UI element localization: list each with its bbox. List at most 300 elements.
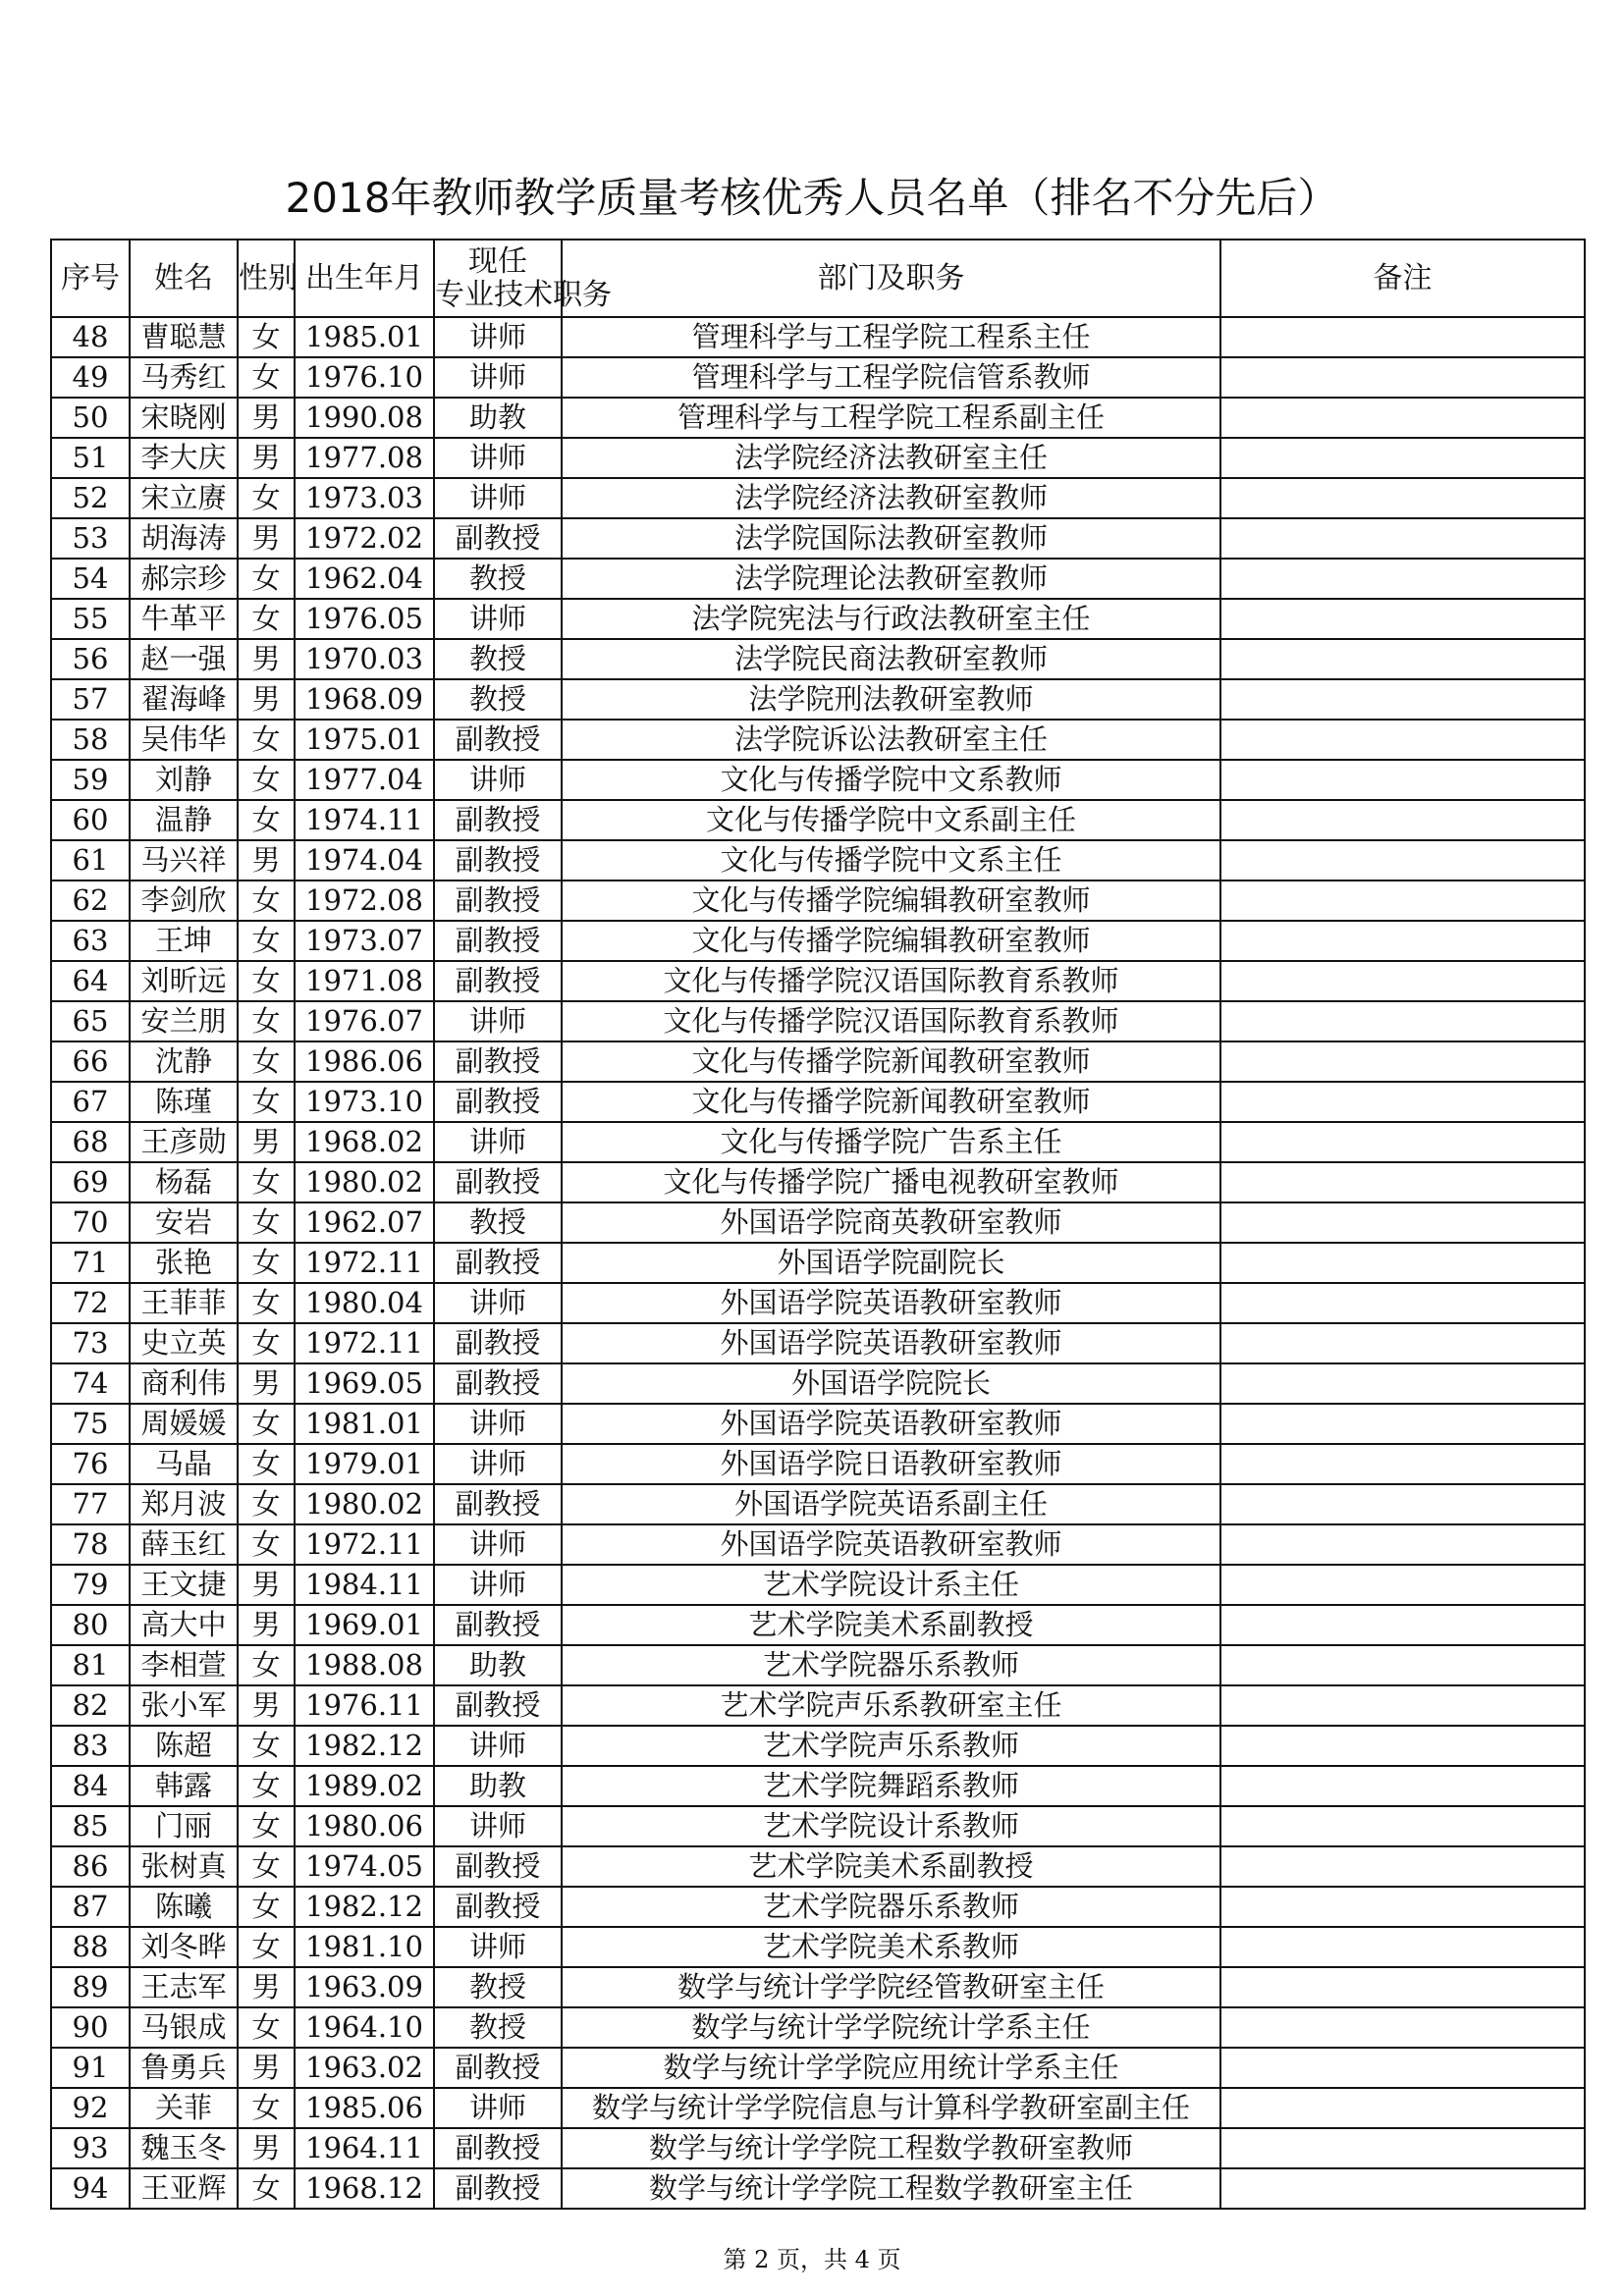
cell-sex: 女 — [238, 1323, 295, 1363]
cell-dept: 法学院理论法教研室教师 — [562, 559, 1220, 599]
cell-dept: 法学院国际法教研室教师 — [562, 518, 1220, 559]
cell-note — [1220, 599, 1585, 639]
cell-name: 商利伟 — [130, 1363, 238, 1404]
cell-title: 副教授 — [434, 1363, 562, 1404]
cell-sex: 男 — [238, 679, 295, 720]
cell-title: 副教授 — [434, 2168, 562, 2209]
cell-title: 副教授 — [434, 1685, 562, 1726]
page-number: 第 2 页，共 4 页 — [723, 2246, 901, 2273]
cell-dept: 法学院诉讼法教研室主任 — [562, 720, 1220, 760]
cell-dept: 文化与传播学院汉语国际教育系教师 — [562, 1001, 1220, 1041]
cell-note — [1220, 1041, 1585, 1082]
cell-title: 教授 — [434, 639, 562, 679]
table-row — [51, 1605, 1585, 1645]
cell-dept: 艺术学院声乐系教研室主任 — [562, 1685, 1220, 1726]
table-row — [51, 398, 1585, 438]
cell-dept: 艺术学院器乐系教师 — [562, 1645, 1220, 1685]
cell-dept: 文化与传播学院新闻教研室教师 — [562, 1041, 1220, 1082]
cell-dept: 艺术学院设计系主任 — [562, 1565, 1220, 1605]
cell-dept: 文化与传播学院中文系主任 — [562, 840, 1220, 881]
table-row — [51, 478, 1585, 518]
cell-no: 88 — [51, 1927, 130, 1967]
cell-name: 宋晓刚 — [130, 398, 238, 438]
cell-title: 副教授 — [434, 800, 562, 840]
cell-birth: 1985.01 — [295, 317, 434, 357]
cell-sex: 女 — [238, 1726, 295, 1766]
cell-no: 62 — [51, 881, 130, 921]
cell-no: 64 — [51, 961, 130, 1001]
cell-note — [1220, 840, 1585, 881]
cell-dept: 外国语学院英语教研室教师 — [562, 1404, 1220, 1444]
cell-name: 关菲 — [130, 2088, 238, 2128]
table-row — [51, 518, 1585, 559]
cell-note — [1220, 438, 1585, 478]
table-row — [51, 2048, 1585, 2088]
cell-note — [1220, 1243, 1585, 1283]
cell-name: 马秀红 — [130, 357, 238, 398]
header-dept: 部门及职务 — [562, 240, 1220, 317]
table-row — [51, 1283, 1585, 1323]
cell-note — [1220, 1323, 1585, 1363]
cell-no: 63 — [51, 921, 130, 961]
cell-birth: 1962.04 — [295, 559, 434, 599]
cell-title: 讲师 — [434, 1806, 562, 1846]
table-row — [51, 2128, 1585, 2168]
header-sex: 性别 — [238, 240, 295, 317]
cell-no: 55 — [51, 599, 130, 639]
cell-birth: 1976.11 — [295, 1685, 434, 1726]
cell-name: 李相萱 — [130, 1645, 238, 1685]
table-row — [51, 2007, 1585, 2048]
cell-dept: 数学与统计学学院信息与计算科学教研室副主任 — [562, 2088, 1220, 2128]
cell-sex: 女 — [238, 1082, 295, 1122]
cell-note — [1220, 317, 1585, 357]
header-note: 备注 — [1220, 240, 1585, 317]
cell-note — [1220, 1283, 1585, 1323]
table-row — [51, 1001, 1585, 1041]
cell-title: 助教 — [434, 398, 562, 438]
cell-title: 讲师 — [434, 1404, 562, 1444]
table-row — [51, 1967, 1585, 2007]
cell-sex: 男 — [238, 1122, 295, 1162]
cell-title: 副教授 — [434, 1323, 562, 1363]
cell-no: 92 — [51, 2088, 130, 2128]
cell-birth: 1980.04 — [295, 1283, 434, 1323]
table-row — [51, 1887, 1585, 1927]
cell-no: 60 — [51, 800, 130, 840]
cell-note — [1220, 398, 1585, 438]
cell-birth: 1980.02 — [295, 1162, 434, 1202]
cell-sex: 女 — [238, 1484, 295, 1524]
cell-note — [1220, 2007, 1585, 2048]
cell-note — [1220, 1202, 1585, 1243]
table-row — [51, 1927, 1585, 1967]
cell-birth: 1968.02 — [295, 1122, 434, 1162]
table-row — [51, 1685, 1585, 1726]
cell-sex: 女 — [238, 1001, 295, 1041]
cell-dept: 外国语学院副院长 — [562, 1243, 1220, 1283]
cell-sex: 男 — [238, 1685, 295, 1726]
cell-birth: 1986.06 — [295, 1041, 434, 1082]
cell-dept: 管理科学与工程学院信管系教师 — [562, 357, 1220, 398]
cell-title: 副教授 — [434, 921, 562, 961]
cell-note — [1220, 1565, 1585, 1605]
cell-birth: 1989.02 — [295, 1766, 434, 1806]
cell-note — [1220, 2088, 1585, 2128]
table-row — [51, 1766, 1585, 1806]
table-row — [51, 921, 1585, 961]
cell-dept: 管理科学与工程学院工程系副主任 — [562, 398, 1220, 438]
cell-sex: 男 — [238, 2128, 295, 2168]
cell-birth: 1976.10 — [295, 357, 434, 398]
cell-title: 讲师 — [434, 438, 562, 478]
cell-title: 教授 — [434, 559, 562, 599]
cell-sex: 女 — [238, 317, 295, 357]
cell-name: 魏玉冬 — [130, 2128, 238, 2168]
cell-dept: 艺术学院美术系副教授 — [562, 1846, 1220, 1887]
cell-sex: 女 — [238, 357, 295, 398]
cell-dept: 外国语学院日语教研室教师 — [562, 1444, 1220, 1484]
cell-note — [1220, 1645, 1585, 1685]
cell-birth: 1979.01 — [295, 1444, 434, 1484]
cell-note — [1220, 518, 1585, 559]
cell-no: 82 — [51, 1685, 130, 1726]
cell-birth: 1964.10 — [295, 2007, 434, 2048]
table-row — [51, 1202, 1585, 1243]
cell-title: 讲师 — [434, 1444, 562, 1484]
cell-name: 胡海涛 — [130, 518, 238, 559]
cell-dept: 文化与传播学院编辑教研室教师 — [562, 921, 1220, 961]
cell-name: 鲁勇兵 — [130, 2048, 238, 2088]
cell-birth: 1973.07 — [295, 921, 434, 961]
cell-name: 陈曦 — [130, 1887, 238, 1927]
cell-birth: 1980.02 — [295, 1484, 434, 1524]
cell-dept: 外国语学院商英教研室教师 — [562, 1202, 1220, 1243]
cell-sex: 女 — [238, 1887, 295, 1927]
cell-birth: 1970.03 — [295, 639, 434, 679]
cell-name: 李剑欣 — [130, 881, 238, 921]
cell-dept: 数学与统计学学院统计学系主任 — [562, 2007, 1220, 2048]
cell-title: 副教授 — [434, 720, 562, 760]
table-row — [51, 559, 1585, 599]
cell-title: 副教授 — [434, 1484, 562, 1524]
cell-title: 副教授 — [434, 1605, 562, 1645]
cell-dept: 法学院经济法教研室主任 — [562, 438, 1220, 478]
cell-no: 90 — [51, 2007, 130, 2048]
cell-sex: 女 — [238, 1645, 295, 1685]
cell-birth: 1990.08 — [295, 398, 434, 438]
cell-dept: 文化与传播学院广播电视教研室教师 — [562, 1162, 1220, 1202]
cell-sex: 女 — [238, 599, 295, 639]
cell-sex: 女 — [238, 1806, 295, 1846]
cell-title: 讲师 — [434, 478, 562, 518]
cell-title: 副教授 — [434, 1041, 562, 1082]
cell-note — [1220, 1363, 1585, 1404]
cell-birth: 1988.08 — [295, 1645, 434, 1685]
staff-table — [50, 239, 1586, 2210]
cell-title: 讲师 — [434, 1726, 562, 1766]
header-birth: 出生年月 — [295, 240, 434, 317]
cell-title: 教授 — [434, 1967, 562, 2007]
cell-name: 史立英 — [130, 1323, 238, 1363]
cell-no: 87 — [51, 1887, 130, 1927]
cell-note — [1220, 1162, 1585, 1202]
cell-birth: 1981.01 — [295, 1404, 434, 1444]
cell-no: 70 — [51, 1202, 130, 1243]
cell-note — [1220, 800, 1585, 840]
cell-birth: 1972.11 — [295, 1323, 434, 1363]
cell-birth: 1977.04 — [295, 760, 434, 800]
cell-title: 讲师 — [434, 1927, 562, 1967]
cell-sex: 男 — [238, 1605, 295, 1645]
cell-birth: 1973.03 — [295, 478, 434, 518]
cell-no: 74 — [51, 1363, 130, 1404]
cell-sex: 女 — [238, 1162, 295, 1202]
cell-no: 83 — [51, 1726, 130, 1766]
table-row — [51, 2168, 1585, 2209]
cell-sex: 女 — [238, 478, 295, 518]
cell-name: 王志军 — [130, 1967, 238, 2007]
cell-sex: 女 — [238, 1846, 295, 1887]
cell-dept: 数学与统计学学院工程数学教研室主任 — [562, 2168, 1220, 2209]
cell-sex: 男 — [238, 1363, 295, 1404]
cell-sex: 男 — [238, 840, 295, 881]
cell-note — [1220, 2168, 1585, 2209]
cell-note — [1220, 559, 1585, 599]
cell-name: 张小军 — [130, 1685, 238, 1726]
header-title-line2: 专业技术职务 — [435, 277, 612, 312]
cell-no: 71 — [51, 1243, 130, 1283]
cell-birth: 1963.02 — [295, 2048, 434, 2088]
cell-no: 93 — [51, 2128, 130, 2168]
cell-no: 85 — [51, 1806, 130, 1846]
cell-no: 68 — [51, 1122, 130, 1162]
cell-note — [1220, 357, 1585, 398]
table-row — [51, 2088, 1585, 2128]
cell-name: 刘静 — [130, 760, 238, 800]
cell-birth: 1974.05 — [295, 1846, 434, 1887]
cell-dept: 外国语学院英语系副主任 — [562, 1484, 1220, 1524]
page-footer — [0, 2240, 1624, 2274]
table-row — [51, 800, 1585, 840]
cell-name: 赵一强 — [130, 639, 238, 679]
cell-title: 讲师 — [434, 357, 562, 398]
cell-birth: 1976.05 — [295, 599, 434, 639]
cell-dept: 文化与传播学院汉语国际教育系教师 — [562, 961, 1220, 1001]
cell-birth: 1982.12 — [295, 1887, 434, 1927]
cell-name: 马晶 — [130, 1444, 238, 1484]
cell-title: 副教授 — [434, 961, 562, 1001]
table-row — [51, 720, 1585, 760]
cell-no: 79 — [51, 1565, 130, 1605]
cell-birth: 1985.06 — [295, 2088, 434, 2128]
cell-title: 讲师 — [434, 1001, 562, 1041]
cell-no: 69 — [51, 1162, 130, 1202]
cell-name: 刘冬晔 — [130, 1927, 238, 1967]
cell-name: 温静 — [130, 800, 238, 840]
cell-sex: 男 — [238, 2048, 295, 2088]
cell-no: 53 — [51, 518, 130, 559]
cell-note — [1220, 1887, 1585, 1927]
cell-birth: 1969.01 — [295, 1605, 434, 1645]
table-row — [51, 961, 1585, 1001]
cell-name: 宋立赓 — [130, 478, 238, 518]
cell-title: 副教授 — [434, 518, 562, 559]
cell-birth: 1971.08 — [295, 961, 434, 1001]
cell-birth: 1982.12 — [295, 1726, 434, 1766]
cell-birth: 1977.08 — [295, 438, 434, 478]
table-row — [51, 1645, 1585, 1685]
cell-name: 杨磊 — [130, 1162, 238, 1202]
cell-name: 安岩 — [130, 1202, 238, 1243]
cell-note — [1220, 720, 1585, 760]
table-row — [51, 317, 1585, 357]
cell-dept: 法学院经济法教研室教师 — [562, 478, 1220, 518]
table-row — [51, 599, 1585, 639]
cell-no: 73 — [51, 1323, 130, 1363]
cell-birth: 1968.09 — [295, 679, 434, 720]
cell-title: 副教授 — [434, 1243, 562, 1283]
cell-note — [1220, 1122, 1585, 1162]
cell-birth: 1984.11 — [295, 1565, 434, 1605]
cell-note — [1220, 1967, 1585, 2007]
cell-title: 副教授 — [434, 2128, 562, 2168]
cell-title: 讲师 — [434, 1283, 562, 1323]
document-title: 2018年教师教学质量考核优秀人员名单（排名不分先后） — [285, 174, 1339, 222]
cell-sex: 女 — [238, 559, 295, 599]
cell-dept: 外国语学院英语教研室教师 — [562, 1283, 1220, 1323]
cell-dept: 数学与统计学学院应用统计学系主任 — [562, 2048, 1220, 2088]
cell-note — [1220, 1082, 1585, 1122]
cell-birth: 1972.02 — [295, 518, 434, 559]
table-body — [51, 317, 1585, 2209]
cell-name: 韩露 — [130, 1766, 238, 1806]
cell-no: 58 — [51, 720, 130, 760]
cell-note — [1220, 921, 1585, 961]
cell-dept: 艺术学院声乐系教师 — [562, 1726, 1220, 1766]
cell-sex: 男 — [238, 639, 295, 679]
cell-note — [1220, 2128, 1585, 2168]
cell-no: 57 — [51, 679, 130, 720]
cell-name: 牛革平 — [130, 599, 238, 639]
cell-sex: 男 — [238, 438, 295, 478]
cell-name: 郝宗珍 — [130, 559, 238, 599]
cell-name: 王坤 — [130, 921, 238, 961]
cell-no: 66 — [51, 1041, 130, 1082]
cell-sex: 女 — [238, 1444, 295, 1484]
cell-sex: 女 — [238, 2168, 295, 2209]
cell-name: 李大庆 — [130, 438, 238, 478]
cell-dept: 管理科学与工程学院工程系主任 — [562, 317, 1220, 357]
cell-name: 马兴祥 — [130, 840, 238, 881]
cell-title: 教授 — [434, 679, 562, 720]
cell-name: 高大中 — [130, 1605, 238, 1645]
cell-sex: 女 — [238, 1927, 295, 1967]
cell-title: 副教授 — [434, 1162, 562, 1202]
cell-name: 郑月波 — [130, 1484, 238, 1524]
cell-name: 张树真 — [130, 1846, 238, 1887]
cell-no: 61 — [51, 840, 130, 881]
cell-note — [1220, 1726, 1585, 1766]
table-row — [51, 1565, 1585, 1605]
table-row — [51, 1444, 1585, 1484]
cell-no: 50 — [51, 398, 130, 438]
cell-note — [1220, 1927, 1585, 1967]
cell-title: 讲师 — [434, 599, 562, 639]
cell-note — [1220, 961, 1585, 1001]
cell-dept: 文化与传播学院新闻教研室教师 — [562, 1082, 1220, 1122]
cell-title: 讲师 — [434, 1122, 562, 1162]
cell-birth: 1964.11 — [295, 2128, 434, 2168]
cell-dept: 文化与传播学院中文系教师 — [562, 760, 1220, 800]
cell-note — [1220, 1685, 1585, 1726]
cell-dept: 外国语学院英语教研室教师 — [562, 1323, 1220, 1363]
cell-note — [1220, 1484, 1585, 1524]
cell-title: 讲师 — [434, 760, 562, 800]
cell-sex: 男 — [238, 518, 295, 559]
cell-name: 吴伟华 — [130, 720, 238, 760]
cell-title: 副教授 — [434, 881, 562, 921]
cell-dept: 文化与传播学院广告系主任 — [562, 1122, 1220, 1162]
cell-dept: 艺术学院美术系教师 — [562, 1927, 1220, 1967]
table-row — [51, 639, 1585, 679]
cell-no: 49 — [51, 357, 130, 398]
table-row — [51, 438, 1585, 478]
cell-birth: 1973.10 — [295, 1082, 434, 1122]
table-row — [51, 357, 1585, 398]
cell-note — [1220, 1766, 1585, 1806]
cell-note — [1220, 881, 1585, 921]
cell-name: 陈超 — [130, 1726, 238, 1766]
cell-name: 沈静 — [130, 1041, 238, 1082]
cell-sex: 女 — [238, 961, 295, 1001]
cell-name: 王文捷 — [130, 1565, 238, 1605]
header-no: 序号 — [51, 240, 130, 317]
cell-name: 安兰朋 — [130, 1001, 238, 1041]
cell-no: 75 — [51, 1404, 130, 1444]
table-row — [51, 1806, 1585, 1846]
cell-dept: 外国语学院英语教研室教师 — [562, 1524, 1220, 1565]
cell-sex: 女 — [238, 1404, 295, 1444]
cell-dept: 法学院刑法教研室教师 — [562, 679, 1220, 720]
cell-no: 84 — [51, 1766, 130, 1806]
cell-birth: 1974.11 — [295, 800, 434, 840]
cell-note — [1220, 760, 1585, 800]
table-row — [51, 679, 1585, 720]
cell-title: 讲师 — [434, 1565, 562, 1605]
table-row — [51, 1082, 1585, 1122]
cell-title: 讲师 — [434, 1524, 562, 1565]
cell-no: 91 — [51, 2048, 130, 2088]
cell-name: 王菲菲 — [130, 1283, 238, 1323]
cell-sex: 男 — [238, 1967, 295, 2007]
cell-birth: 1962.07 — [295, 1202, 434, 1243]
cell-birth: 1969.05 — [295, 1363, 434, 1404]
table-row — [51, 1363, 1585, 1404]
cell-no: 89 — [51, 1967, 130, 2007]
cell-name: 马银成 — [130, 2007, 238, 2048]
cell-sex: 男 — [238, 398, 295, 438]
header-title-line1: 现任 — [468, 243, 527, 279]
cell-no: 80 — [51, 1605, 130, 1645]
cell-note — [1220, 1001, 1585, 1041]
cell-sex: 女 — [238, 2088, 295, 2128]
cell-sex: 女 — [238, 760, 295, 800]
cell-sex: 女 — [238, 1283, 295, 1323]
cell-dept: 外国语学院院长 — [562, 1363, 1220, 1404]
cell-title: 副教授 — [434, 840, 562, 881]
cell-title: 教授 — [434, 2007, 562, 2048]
